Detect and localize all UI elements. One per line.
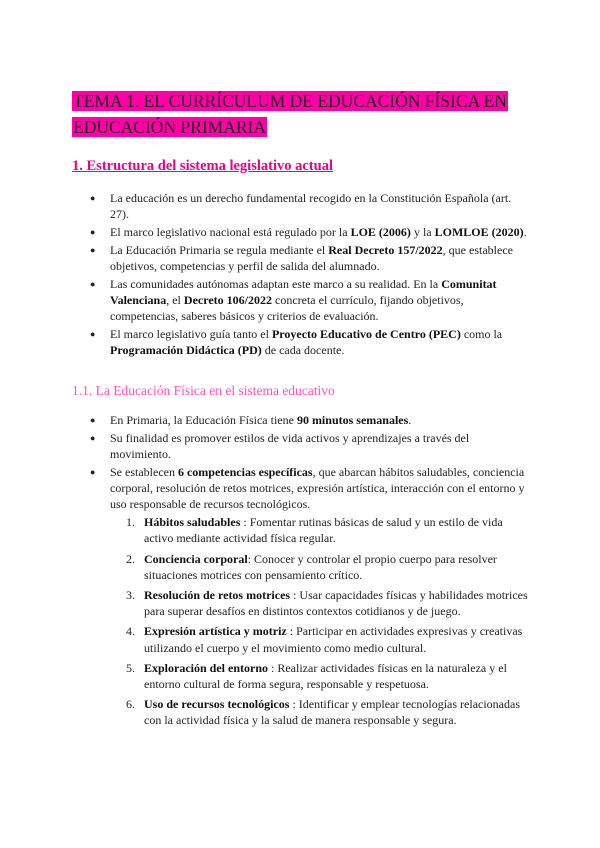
list-item: ● El marco legislativo nacional está regulado por la LOE (2006) y la LOMLOE (2020). <box>110 224 530 240</box>
bold-term: Programación Didáctica (PD) <box>110 342 262 357</box>
list-item: ● El marco legislativo guía tanto el Proyecto Educativo de Centro (PEC) como la Programación Didáctica (PD) de cada docente. <box>110 326 530 358</box>
competencia-item: 5. Exploración del entorno : Realizar actividades físicas en la naturaleza y el entorno cultural de forma segura, responsable y respetuosa. <box>126 660 507 692</box>
bold-term: LOMLOE (2020) <box>434 224 524 239</box>
list-item: ● Se establecen 6 competencias específicas, que abarcan hábitos saludables, conciencia corporal, resolución de retos motrices, expresión artística, interacción con el entorno y uso responsable de recursos tecnológicos. 1. Hábitos saludables : Fomentar rutinas básicas de salud y un estilo de vida activo mediante actividad física regular. 2. Conciencia corporal: Conocer y controlar el propio cuerpo para resolver situaciones motrices con pensamiento crítico. 3. Resolución de retos motrices : Usar capacidades físicas y habilidades motrices para superar desafíos en distintos contextos cotidianos y de juego. 4. Expresión artística y motriz : Participar en actividades expresivas y creativas utilizando el cuerpo y el movimiento como medio cultural. 5. Exploración del entorno : Realizar actividades físicas en la naturaleza y el entorno cultural de forma segura, responsable y respetuosa. 6. Uso de recursos tecnológicos : Identificar y emplear tecnologías relacionadas con la actividad física y la salud de manera responsable y segura. <box>110 464 530 729</box>
competencia-item: 3. Resolución de retos motrices : Usar capacidades físicas y habilidades motrices para superar desafíos en distintos contextos cotidianos y de juego. <box>126 588 528 619</box>
title-line-1: TEMA 1. EL CURRÍCULUM DE EDUCACIÓN FÍSICA EN <box>73 91 507 111</box>
list-item: ● Su finalidad es promover estilos de vida activos y aprendizajes a través del movimiento. <box>110 430 530 462</box>
list-item: ● La educación es un derecho fundamental recogido en la Constitución Española (art. 27). <box>110 190 530 222</box>
title-highlight <box>72 91 508 137</box>
bold-term: Comunitat Valenciana <box>110 276 497 307</box>
competencia-name: Exploración del entorno <box>144 660 269 675</box>
bold-term: LOE (2006) <box>350 224 411 239</box>
section-1-1-bullet-list <box>110 412 530 733</box>
competencia-name: Expresión artística y motriz <box>144 624 287 639</box>
bold-term: Decreto 106/2022 <box>183 292 272 307</box>
bold-term: 90 minutos semanales <box>296 413 409 427</box>
bold-term: Real Decreto 157/2022 <box>328 242 443 257</box>
competencia-name: Resolución de retos motrices <box>144 588 291 603</box>
list-item: ● La Educación Primaria se regula mediante el Real Decreto 157/2022, que establece objetivos, competencias y perfil de salida del alumnado. <box>110 242 530 274</box>
competencia-item: 6. Uso de recursos tecnológicos : Identificar y emplear tecnologías relacionadas con la actividad física y la salud de manera responsable y segura. <box>126 697 520 728</box>
competencia-item: 2. Conciencia corporal: Conocer y controlar el propio cuerpo para resolver situaciones motrices con pensamiento crítico. <box>126 551 497 582</box>
competencia-item: 1. Hábitos saludables : Fomentar rutinas básicas de salud y un estilo de vida activo mediante actividad física regular. <box>126 515 503 546</box>
list-item: ● En Primaria, la Educación Física tiene 90 minutos semanales. <box>110 412 530 428</box>
title-line-2: EDUCACIÓN PRIMARIA <box>73 117 266 137</box>
bold-term: 6 competencias específicas <box>177 464 313 479</box>
competencias-list <box>110 514 530 728</box>
document-title <box>72 88 532 140</box>
section-1-1-heading: 1.1. La Educación Física en el sistema educativo <box>72 383 335 398</box>
list-item: ● Las comunidades autónomas adaptan este marco a su realidad. En la Comunitat Valenciana, el Decreto 106/2022 concreta el currículo, fijando objetivos, competencias, saberes básicos y criterios de evaluación. <box>110 276 530 325</box>
competencia-item: 4. Expresión artística y motriz : Participar en actividades expresivas y creativas utilizando el cuerpo y el movimiento como medio cultural. <box>126 624 523 655</box>
competencia-name: Conciencia corporal <box>144 551 248 566</box>
section-1-heading: 1. Estructura del sistema legislativo actual <box>72 158 333 174</box>
competencia-name: Hábitos saludables <box>144 515 241 530</box>
bold-term: Proyecto Educativo de Centro (PEC) <box>271 326 461 341</box>
section-1-bullet-list <box>110 190 530 360</box>
competencia-name: Uso de recursos tecnológicos <box>144 697 290 712</box>
